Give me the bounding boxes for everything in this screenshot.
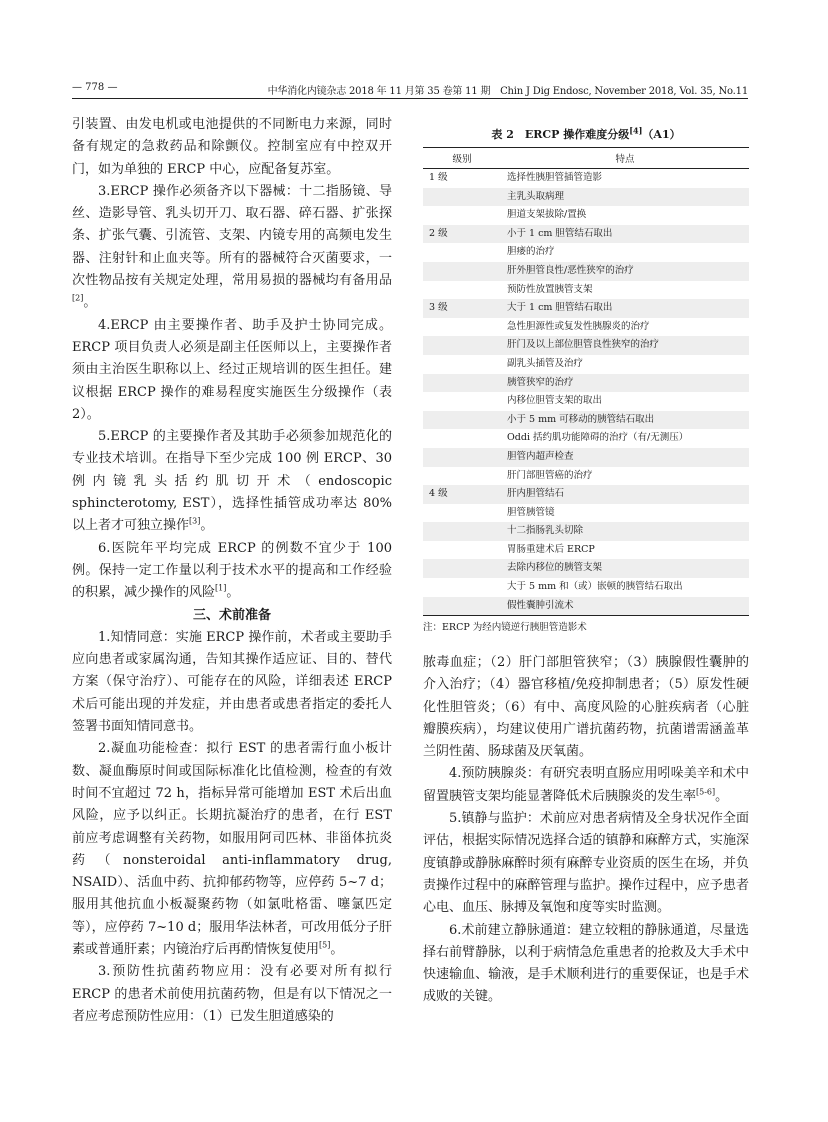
paragraph: 引装置、由发电机或电池提供的不同断电力来源，同时备有规定的急救药品和除颤仪。控制室应有中控双开门，如为单独的 ERCP 中心，应配备复苏室。 (72, 117, 392, 177)
table-row (423, 355, 749, 374)
table-2 (423, 127, 749, 633)
table-body (423, 169, 749, 616)
cell-feature: 小于 5 mm 可移动的胰管结石取出 (501, 411, 749, 430)
table-row (423, 225, 749, 244)
table-row (423, 411, 749, 430)
citation-ref: [3] (189, 517, 201, 527)
paragraph: 5.ERCP 的主要操作者及其助手必须参加规范化的专业技术培训。在指导下至少完成 100 例 ERCP、30 例内镜乳头括约肌切开术（endoscopic sphincterotomy, EST），选择性插管成功率达 80% 以上者才可独立操作[3]。 (72, 429, 392, 534)
cell-level (423, 448, 501, 467)
cell-level (423, 374, 501, 393)
paragraph: 脓毒血症；（2）肝门部胆管狭窄；（3）胰腺假性囊肿的介入治疗；（4）器官移植/免疫抑制患者；（5）原发性硬化性胆管炎；（6）有中、高度风险的心脏疾病者（心脏瓣膜疾病），均建议使用广谱抗菌药物，抗菌谱需涵盖革兰阴性菌、肠球菌及厌氧菌。 (423, 655, 749, 760)
table-row (423, 336, 749, 355)
table-row (423, 541, 749, 560)
cell-feature: 肝内胆管结石 (501, 485, 749, 504)
table-row (423, 188, 749, 207)
table-row (423, 262, 749, 281)
difficulty-grading-table (423, 147, 749, 616)
cell-level (423, 262, 501, 281)
table-caption: 表 2 ERCP 操作难度分级[4]（A1） (491, 125, 681, 141)
table-row (423, 243, 749, 262)
cell-feature: 胆管胰管镜 (507, 506, 555, 518)
table-row (423, 578, 749, 597)
cell-feature: 十二指肠乳头切除 (501, 522, 749, 541)
cell-level (423, 336, 501, 355)
cell-feature: 大于 5 mm 和（或）嵌顿的胰管结石取出 (507, 581, 683, 593)
cell-level: 4 级 (423, 485, 501, 504)
section-heading: 三、术前准备 (192, 607, 271, 623)
cell-feature: 胆道支架拔除/置换 (507, 209, 587, 221)
table-row (423, 429, 749, 448)
citation-ref: [5-6] (696, 787, 716, 797)
cell-level (423, 522, 501, 541)
cell-feature: 胆瘘的治疗 (507, 246, 555, 258)
cell-level (423, 281, 501, 300)
left-column (72, 114, 392, 1028)
page-number: — 778 — (72, 82, 118, 93)
cell-feature: Oddi 括约肌功能障碍的治疗（有/无测压） (507, 432, 689, 444)
paragraph: 3.ERCP 操作必须备齐以下器械：十二指肠镜、导丝、造影导管、乳头切开刀、取石器、碎石器、扩张探条、扩张气囊、引流管、支架、内镜专用的高频电发生器、注射针和止血夹等。所有的器械符合灭菌要求，一次性物品按有关规定处理，常用易损的器械均有备用品[2]。 (72, 183, 392, 311)
cell-level: 3 级 (423, 299, 501, 318)
cell-feature: 主乳头取病理 (501, 188, 749, 207)
cell-level (423, 318, 501, 337)
table-note: 注：ERCP 为经内镜逆行胰胆管造影术 (423, 622, 587, 634)
cell-level (423, 578, 501, 597)
cell-level (423, 597, 501, 616)
cell-feature: 选择性胰胆管插管造影 (507, 172, 603, 183)
cell-feature: 内移位胆管支架的取出 (507, 395, 603, 407)
cell-feature: 去除内移位的胰管支架 (501, 559, 749, 578)
cell-feature: 肝外胆管良性/恶性狭窄的治疗 (501, 262, 749, 281)
table-row (423, 448, 749, 467)
cell-level: 1 级 (429, 172, 448, 183)
table-row (423, 318, 749, 337)
cell-level (423, 243, 501, 262)
cell-feature: 胆管内超声检查 (501, 448, 749, 467)
table-row (423, 392, 749, 411)
table-row (423, 504, 749, 523)
cell-level (423, 392, 501, 411)
paragraph: 4.ERCP 由主要操作者、助手及护士协同完成。ERCP 项目负责人必须是副主任医师以上，主要操作者须由主治医生职称以上、经过正规培训的医生担任。建议根据 ERCP 操作的难易程度实施医生分级操作（表 2）。 (72, 317, 392, 422)
table-row (423, 485, 749, 504)
cell-level (423, 188, 501, 207)
cell-level (423, 504, 501, 523)
cell-feature: 预防性放置胰管支架 (507, 283, 593, 295)
cell-level: 2 级 (423, 225, 501, 244)
table-row (423, 559, 749, 578)
cell-feature: 小于 1 cm 胆管结石取出 (501, 225, 749, 244)
cell-feature: 大于 1 cm 胆管结石取出 (501, 299, 749, 318)
citation-ref: [2] (72, 294, 84, 304)
right-column (423, 652, 749, 1009)
citation-ref: [5] (319, 940, 331, 950)
paragraph: 2.凝血功能检查：拟行 EST 的患者需行血小板计数、凝血酶原时间或国际标准化比值检测，检查的有效时间不宜超过 72 h，指标异常可能增加 EST 术后出血风险，应予以纠正。长期抗凝治疗的患者，在行 EST 前应考虑调整有关药物，如服用阿司匹林、非甾体抗炎药（nonsteroidal anti-inflammatory drug, NSAID）、活血中药、抗抑郁药物等，应停药 5~7 d；服用其他抗血小板凝聚药物（如氯吡格雷、噻氯匹定等），应停药 7~10 d；服用华法林者，可改用低分子肝素或普通肝素；内镜治疗后再酌情恢复使用[5]。 (72, 741, 392, 957)
cell-level (423, 355, 501, 374)
table-row (423, 299, 749, 318)
citation-ref: [1] (215, 583, 227, 593)
table-row (423, 281, 749, 300)
cell-level (423, 429, 501, 448)
cell-feature: 副乳头插管及治疗 (507, 357, 584, 369)
journal-citation: 中华消化内镜杂志 2018 年 11 月第 35 卷第 11 期 Chin J Dig Endosc, November 2018, Vol. 35, No.11 (267, 86, 748, 97)
cell-level (423, 467, 501, 486)
cell-level (423, 411, 501, 430)
cell-feature: 肝门部胆管癌的治疗 (507, 469, 593, 481)
cell-feature: 假性囊肿引流术 (501, 597, 749, 616)
cell-feature: 急性胆源性或复发性胰腺炎的治疗 (507, 320, 650, 332)
cell-level (423, 206, 501, 225)
paragraph: 5.镇静与监护：术前应对患者病情及全身状况作全面评估，根据实际情况选择合适的镇静和麻醉方式，实施深度镇静或静脉麻醉时须有麻醉专业资质的医生在场，并负责操作过程中的麻醉管理与监护。操作过程中，应予患者心电、血压、脉搏及氧饱和度等实时监测。 (423, 811, 749, 916)
citation-ref: [4] (629, 125, 643, 136)
paragraph: 4.预防胰腺炎：有研究表明直肠应用吲哚美辛和术中留置胰管支架均能显著降低术后胰腺炎的发生率[5-6]。 (423, 766, 749, 804)
cell-feature: 胃肠重建术后 ERCP (507, 543, 595, 555)
paragraph: 3.预防性抗菌药物应用：没有必要对所有拟行 ERCP 的患者术前使用抗菌药物，但是有以下情况之一者应考虑预防性应用：（1）已发生胆道感染的 (72, 964, 392, 1024)
table-row (423, 206, 749, 225)
col-header-level: 级别 (423, 148, 501, 169)
cell-level (423, 559, 501, 578)
paragraph: 1.知情同意：实施 ERCP 操作前，术者或主要助手应向患者或家属沟通，告知其操作适应证、目的、替代方案（保守治疗）、可能存在的风险，详细表述 ERCP 术后可能出现的并发症，并由患者或患者指定的委托人签署书面知情同意书。 (72, 629, 392, 735)
running-header (72, 80, 748, 99)
table-row (423, 597, 749, 616)
col-header-feature: 特点 (501, 148, 749, 169)
table-header-row (423, 148, 749, 169)
paragraph: 6.术前建立静脉通道：建立较粗的静脉通道，尽量选择右前臂静脉，以利于病情急危重患者的抢救及大手术中快速输血、输液，是手术顺利进行的重要保证，也是手术成败的关键。 (423, 922, 749, 1005)
cell-level (423, 541, 501, 560)
paragraph: 6.医院年平均完成 ERCP 的例数不宜少于 100 例。保持一定工作量以利于技术水平的提高和工作经验的积累，减少操作的风险[1]。 (72, 540, 392, 601)
table-row (423, 522, 749, 541)
cell-feature: 胰管狭窄的治疗 (501, 374, 749, 393)
table-row (423, 467, 749, 486)
table-row (423, 169, 749, 188)
table-row (423, 374, 749, 393)
cell-feature: 肝门及以上部位胆管良性狭窄的治疗 (501, 336, 749, 355)
